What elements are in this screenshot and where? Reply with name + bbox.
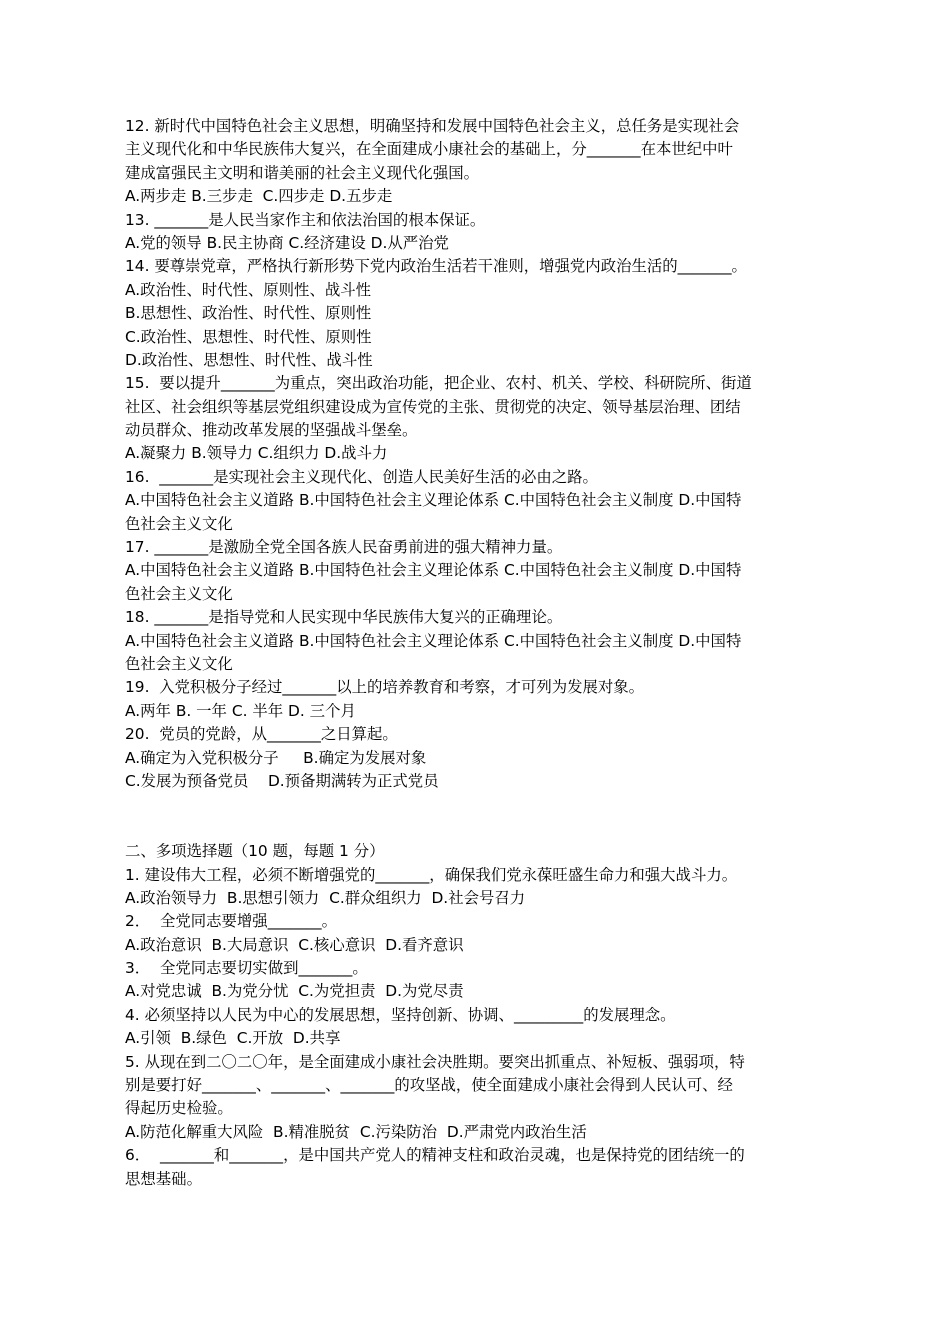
text-line: A.防范化解重大风险 B.精准脱贫 C.污染防治 D.严肃党内政治生活 [125, 1122, 587, 1141]
text-line: 16. _______是实现社会主义现代化、创造人民美好生活的必由之路。 [125, 467, 598, 486]
text-line: A.政治性、时代性、原则性、战斗性 [125, 280, 372, 299]
text-line: 色社会主义文化 [125, 654, 233, 673]
text-line: 1. 建设伟大工程，必须不断增强党的_______，确保我们党永葆旺盛生命力和强大战斗力。 [125, 865, 738, 884]
text-line: 建成富强民主文明和谐美丽的社会主义现代化强国。 [125, 163, 479, 182]
text-line: 3． 全党同志要切实做到_______。 [125, 959, 368, 978]
text-line: 动员群众、推动改革发展的坚强战斗堡垒。 [125, 421, 418, 440]
text-line: A.凝聚力 B.领导力 C.组织力 D.战斗力 [125, 444, 388, 463]
document-page [125, 115, 825, 1191]
text-line: A.两步走 B.三步走 C.四步走 D.五步走 [125, 187, 393, 206]
text-line: C.发展为预备党员 D.预备期满转为正式党员 [125, 771, 439, 790]
text-line: 2． 全党同志要增强_______。 [125, 912, 337, 931]
text-line: 二、多项选择题（10 题，每题 1 分） [125, 842, 385, 861]
text-line: 13. _______是人民当家作主和依法治国的根本保证。 [125, 210, 486, 229]
text-line: 主义现代化和中华民族伟大复兴，在全面建成小康社会的基础上，分_______在本世纪中叶 [125, 140, 733, 159]
text-line: 4. 必须坚持以人民为中心的发展思想，坚持创新、协调、_________的发展理念。 [125, 1005, 676, 1024]
text-line: 17. _______是激励全党全国各族人民奋勇前进的强大精神力量。 [125, 538, 563, 557]
text-line: C.政治性、思想性、时代性、原则性 [125, 327, 372, 346]
text-line: 19. 入党积极分子经过_______以上的培养教育和考察，才可列为发展对象。 [125, 678, 645, 697]
text-line: 14. 要尊崇党章，严格执行新形势下党内政治生活若干准则，增强党内政治生活的_______。 [125, 257, 747, 276]
section-gap [125, 793, 825, 840]
text-line: 色社会主义文化 [125, 514, 233, 533]
text-line: 色社会主义文化 [125, 584, 233, 603]
text-line: 5. 从现在到二〇二〇年，是全面建成小康社会决胜期。要突出抓重点、补短板、强弱项，特 [125, 1052, 745, 1071]
text-line: A.两年 B. 一年 C. 半年 D. 三个月 [125, 701, 356, 720]
text-line: 社区、社会组织等基层党组织建设成为宣传党的主张、贯彻党的决定、领导基层治理、团结 [125, 397, 741, 416]
text-line: A.引领 B.绿色 C.开放 D.共享 [125, 1029, 341, 1048]
text-line: 思想基础。 [125, 1169, 202, 1188]
text-line: A.确定为入党积极分子 B.确定为发展对象 [125, 748, 427, 767]
text-line: A.政治意识 B.大局意识 C.核心意识 D.看齐意识 [125, 935, 464, 954]
text-line: 15. 要以提升_______为重点，突出政治功能，把企业、农村、机关、学校、科研院所、街道 [125, 374, 752, 393]
text-line: 18. _______是指导党和人民实现中华民族伟大复兴的正确理论。 [125, 608, 563, 627]
text-line: A.中国特色社会主义道路 B.中国特色社会主义理论体系 C.中国特色社会主义制度 D.中国特 [125, 561, 742, 580]
multiple-choice-section [125, 840, 825, 1191]
text-line: D.政治性、思想性、时代性、战斗性 [125, 350, 373, 369]
text-line: 6． _______和_______，是中国共产党人的精神支柱和政治灵魂，也是保持党的团结统一的 [125, 1146, 745, 1165]
single-choice-section [125, 115, 825, 793]
text-line: 得起历史检验。 [125, 1099, 233, 1118]
text-line: A.党的领导 B.民主协商 C.经济建设 D.从严治党 [125, 233, 449, 252]
text-line: 别是要打好_______、_______、_______的攻坚战，使全面建成小康社会得到人民认可、经 [125, 1076, 733, 1095]
text-line: A.政治领导力 B.思想引领力 C.群众组织力 D.社会号召力 [125, 888, 526, 907]
text-line: A.对党忠诚 B.为党分忧 C.为党担责 D.为党尽责 [125, 982, 464, 1001]
text-line: A.中国特色社会主义道路 B.中国特色社会主义理论体系 C.中国特色社会主义制度 D.中国特 [125, 631, 742, 650]
text-line: A.中国特色社会主义道路 B.中国特色社会主义理论体系 C.中国特色社会主义制度 D.中国特 [125, 491, 742, 510]
text-line: 12. 新时代中国特色社会主义思想，明确坚持和发展中国特色社会主义，总任务是实现社会 [125, 117, 740, 135]
text-line: 20. 党员的党龄，从_______之日算起。 [125, 725, 398, 744]
text-line: B.思想性、政治性、时代性、原则性 [125, 304, 372, 323]
